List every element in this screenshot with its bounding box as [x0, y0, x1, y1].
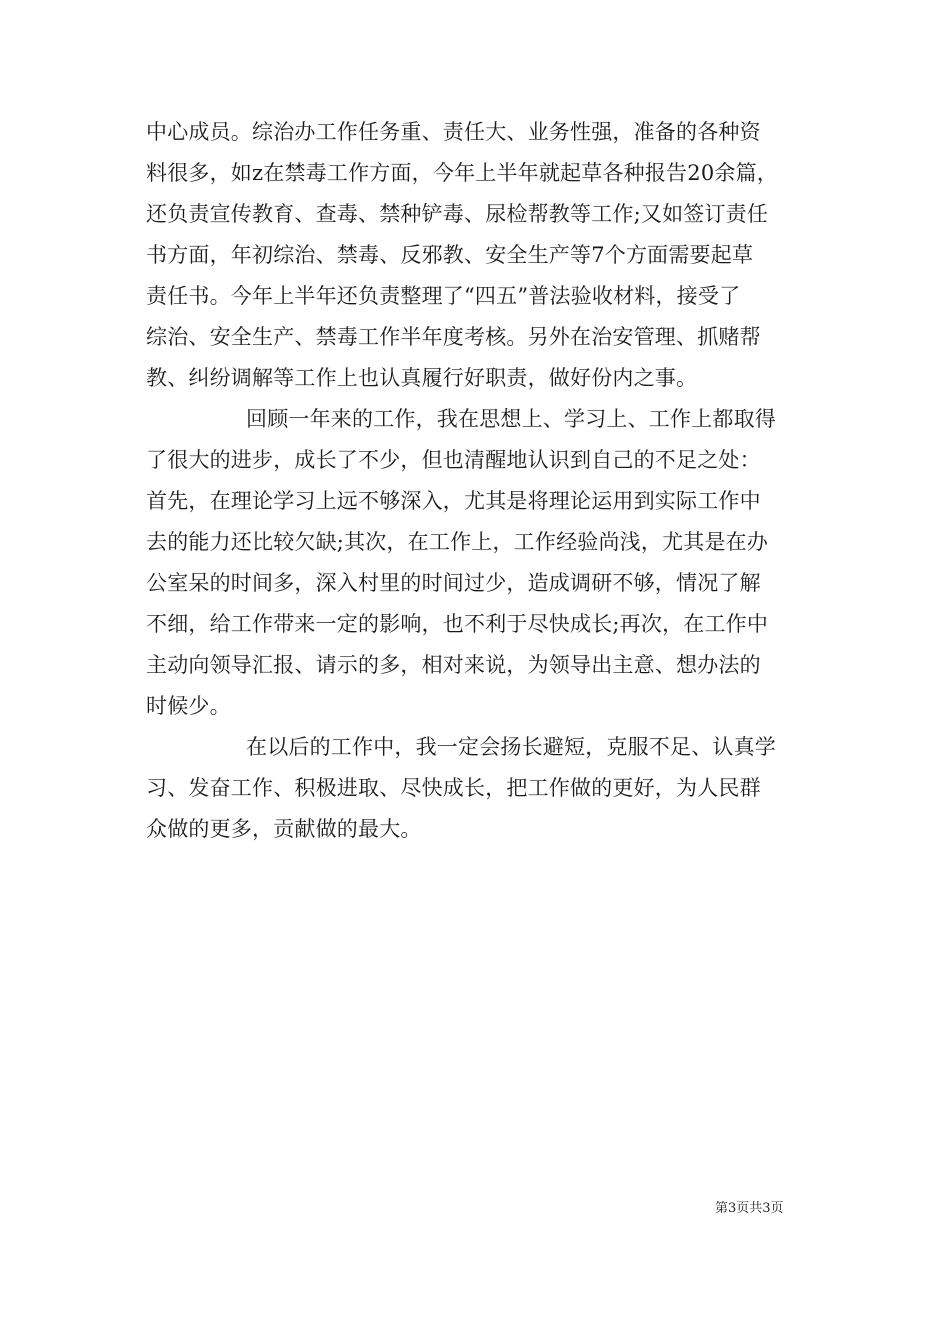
paragraph-1-line-7: 教、纠纷调解等工作上也认真履行好职责，做好份内之事。: [146, 366, 698, 390]
paragraph-2-line-4: 去的能力还比较欠缺;其次，在工作上，工作经验尚浅，尤其是在办: [146, 530, 769, 554]
paragraph-2-line-3: 首先，在理论学习上远不够深入，尤其是将理论运用到实际工作中: [146, 489, 761, 513]
paragraph-2-line-5: 公室呆的时间多，深入村里的时间过少，造成调研不够，情况了解: [146, 571, 761, 595]
paragraph-3-line-1: 在以后的工作中，我一定会扬长避短，克服不足、认真学: [246, 735, 776, 759]
paragraph-1-line-1: 中心成员。综治办工作任务重、责任大、业务性强，准备的各种资: [146, 120, 761, 144]
paragraph-1-line-5: 责任书。今年上半年还负责整理了“四五”普法验收材料，接受了: [146, 284, 741, 308]
paragraph-1-line-3: 还负责宣传教育、查毒、禁种铲毒、尿检帮教等工作;又如签订责任: [146, 202, 769, 226]
paragraph-3-line-3: 众做的更多，贡献做的最大。: [146, 817, 422, 841]
paragraph-2-line-2: 了很大的进步，成长了不少，但也清醒地认识到自己的不足之处：: [146, 448, 761, 472]
paragraph-2-line-1: 回顾一年来的工作，我在思想上、学习上、工作上都取得: [246, 407, 776, 431]
paragraph-1-line-4: 书方面，年初综治、禁毒、反邪教、安全生产等7个方面需要起草: [146, 243, 754, 267]
paragraph-2-line-6: 不细，给工作带来一定的影响，也不利于尽快成长;再次，在工作中: [146, 612, 769, 636]
paragraph-2-line-8: 时候少。: [146, 694, 231, 718]
paragraph-1-line-6: 综治、安全生产、禁毒工作半年度考核。另外在治安管理、抓赌帮: [146, 325, 761, 349]
paragraph-2-line-7: 主动向领导汇报、请示的多，相对来说，为领导出主意、想办法的: [146, 653, 761, 677]
paragraph-3-line-2: 习、发奋工作、积极进取、尽快成长，把工作做的更好，为人民群: [146, 776, 761, 800]
page-number-footer: 第3页共3页: [715, 1201, 784, 1216]
paragraph-1-line-2: 料很多，如z在禁毒工作方面，今年上半年就起草各种报告20余篇，: [146, 161, 778, 185]
